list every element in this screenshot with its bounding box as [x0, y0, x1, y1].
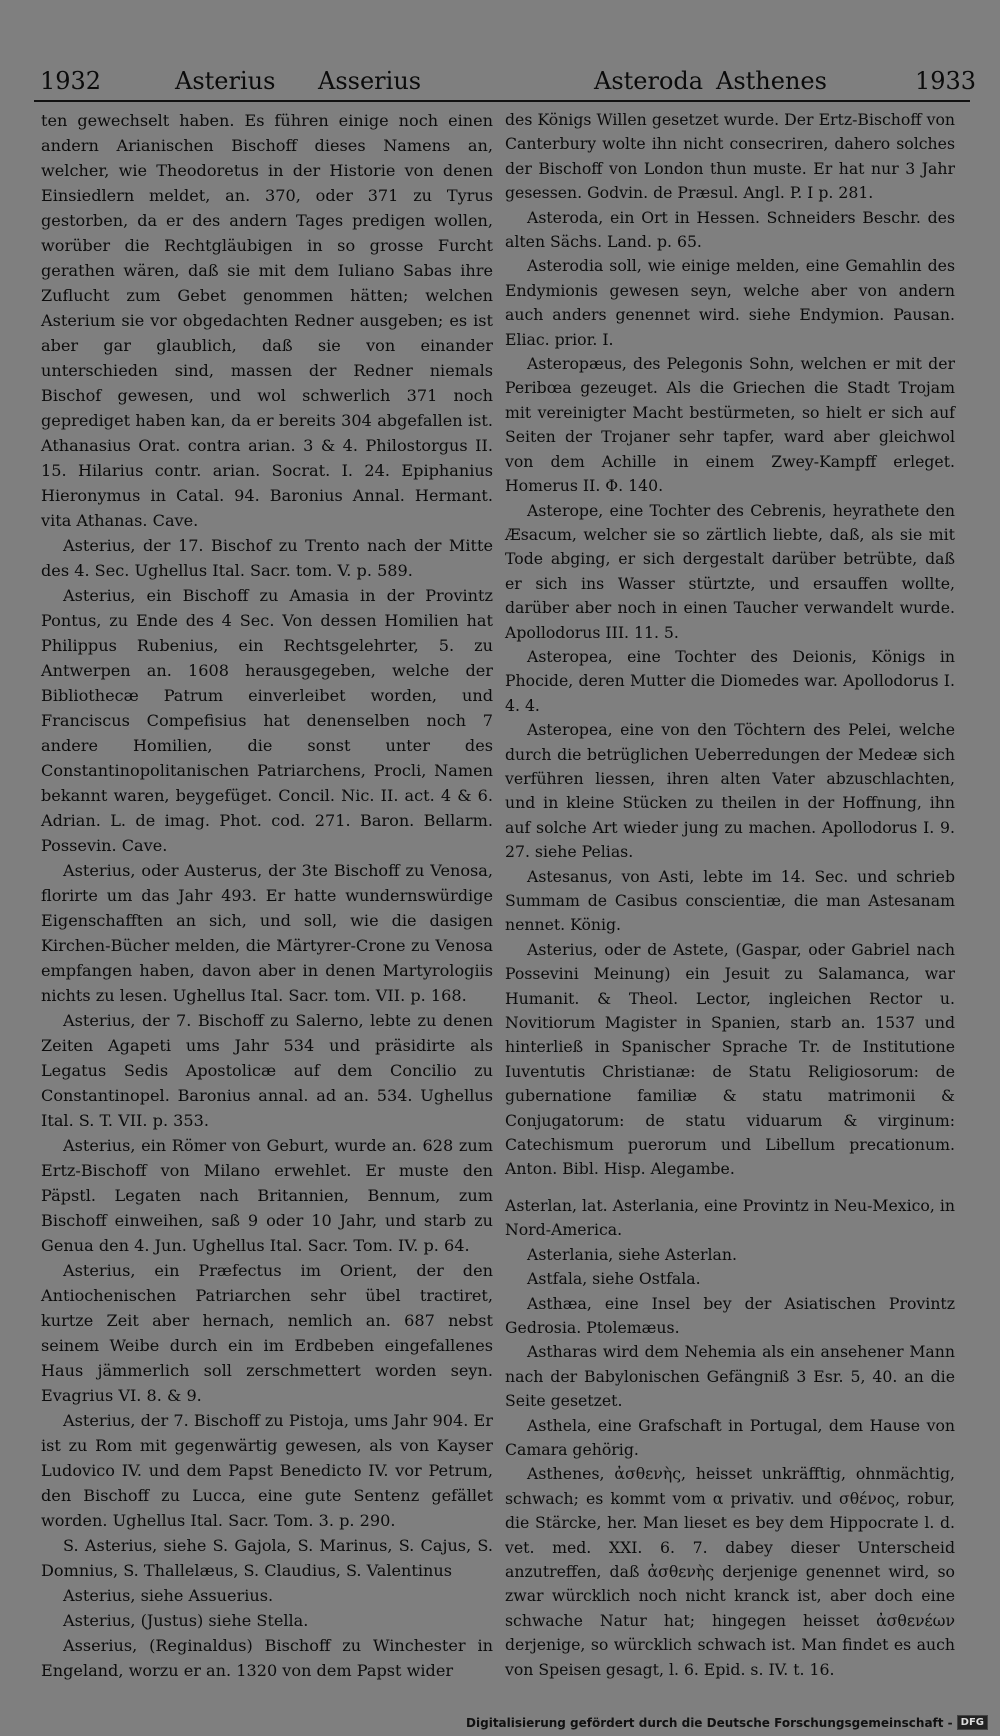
dictionary-entry: Asterius, ein Præfectus im Orient, der den Antiochenischen Patriarchen sehr übel tractiret, kurtze Zeit aber hernach, nemlich an. 687 nebst seinem Weibe durch ein im Erdbeben eingefallenes Haus jämmerlich soll zerschmettert worden seyn. Evagrius VI. 8. & 9.	[41, 1261, 493, 1405]
dictionary-entry: Asterlania, siehe Asterlan.	[527, 1244, 737, 1264]
dictionary-entry: Asthæa, eine Insel bey der Asiatischen Provintz Gedrosia. Ptolemæus.	[505, 1293, 955, 1337]
dictionary-entry: Astesanus, von Asti, lebte im 14. Sec. und schrieb Summam de Casibus conscientiæ, die man Astesanam nennet. König.	[505, 866, 955, 935]
left-column	[41, 108, 493, 1683]
dictionary-entry: Asserius, (Reginaldus) Bischoff zu Winchester in Engeland, worzu er an. 1320 von dem Papst wider	[41, 1636, 493, 1680]
dictionary-entry: Asthenes, ἀσθενὴς, heisset unkräfftig, ohnmächtig, schwach; es kommt vom α privativ. und σθένος, robur, die Stärcke, her. Man lieset es bey dem Hippocrate l. d. vet. med. XXI. 6. 7. dabey dieser Unterscheid anzutreffen, daß ἀσθενὴς derjenige genennet wird, so zwar würcklich noch nicht kranck ist, aber doch eine schwache Natur hat; hingegen heisset ἀσθενέων derjenige, so würcklich schwach ist. Man findet es auch von Speisen gesagt, l. 6. Epid. s. IV. t. 16.	[505, 1464, 955, 1679]
dictionary-entry: Asteroda, ein Ort in Hessen. Schneiders Beschr. des alten Sächs. Land. p. 65.	[505, 207, 955, 252]
dictionary-entry: Asterope, eine Tochter des Cebrenis, heyrathete den Æsacum, welcher sie so zärtlich liebte, daß, als sie mit Tode abging, er sich dergestalt darüber betrübte, daß er sich ins Wasser stürtzte, und ersauffen wollte, darüber aber noch in einen Taucher verwandelt wurde. Apollodorus III. 11. 5.	[505, 500, 955, 642]
dictionary-entry: Asterius, der 7. Bischoff zu Pistoja, ums Jahr 904. Er ist zu Rom mit gegenwärtig gewesen, als von Kayser Ludovico IV. und dem Papst Benedicto IV. vor Petrum, den Bischoff zu Lucca, eine gute Sentenz gefället worden. Ughellus Ital. Sacr. Tom. 3. p. 290.	[41, 1411, 493, 1530]
dfg-logo: DFG	[957, 1715, 988, 1730]
section-gap	[505, 1182, 955, 1194]
dictionary-entry: Asterius, oder de Astete, (Gaspar, oder Gabriel nach Possevini Meinung) ein Jesuit zu Salamanca, war Humanit. & Theol. Lector, ingleichen Rector u. Novitiorum Magister in Spanien, starb an. 1537 und hinterließ in Spanischer Sprache Tr. de Institutione Iuventutis Christianæ: de Statu Religiosorum: de gubernatione familiæ & statu matrimonii & Conjugatorum: de statu viduarum & virginum: Catechismum puerorum und Libellum precationum. Anton. Bibl. Hisp. Alegambe.	[505, 939, 955, 1179]
dictionary-entry: Astharas wird dem Nehemia als ein ansehener Mann nach der Babylonischen Gefängniß 3 Esr. 5, 40. an die Seite gesetzet.	[505, 1342, 955, 1411]
footer-credit: Digitalisierung gefördert durch die Deutsche Forschungsgemeinschaft -	[466, 1715, 953, 1730]
footer	[466, 1715, 988, 1730]
dictionary-entry: Asterius, siehe Assuerius.	[63, 1586, 274, 1605]
dictionary-entry: Asterius, der 7. Bischoff zu Salerno, lebte zu denen Zeiten Agapeti ums Jahr 534 und präsidirte als Legatus Sedis Apostolicæ auf dem Concilio zu Constantinopel. Baronius annal. ad an. 534. Ughellus Ital. S. T. VII. p. 353.	[41, 1011, 493, 1130]
dictionary-entry: Asthela, eine Grafschaft in Portugal, dem Hause von Camara gehörig.	[505, 1415, 955, 1459]
running-head-4: Asthenes	[716, 67, 827, 95]
dictionary-entry: Asterius, oder Austerus, der 3te Bischoff zu Venosa, florirte um das Jahr 493. Er hatte wundernswürdige Eigenschafften an sich, und soll, wie die dasigen Kirchen-Bücher melden, die Märtyrer-Crone zu Venosa empfangen haben, davon aber in denen Martyrologiis nichts zu lesen. Ughellus Ital. Sacr. tom. VII. p. 168.	[41, 861, 493, 1005]
dictionary-entry: Asterlan, lat. Asterlania, eine Provintz in Neu-Mexico, in Nord-America.	[505, 1195, 955, 1240]
dictionary-entry: ten gewechselt haben. Es führen einige noch einen andern Arianischen Bischoff dieses Namens an, welcher, wie Theodoretus in der Historie von denen Einsiedlern meldet, an. 370, oder 371 zu Tyrus gestorben, da er des andern Tages predigen wollen, worüber die Rechtgläubigen in so grosse Furcht gerathen wären, daß sie mit dem Iuliano Sabas ihre Zuflucht zum Gebet genommen hätten; welchen Asterium sie vor obgedachten Redner ausgeben; es ist aber gar glaublich, daß sie von einander unterschieden sind, massen der Redner niemals Bischof gewesen, und wol schwerlich 371 noch geprediget haben kan, da er bereits 304 abgefallen ist. Athanasius Orat. contra arian. 3 & 4. Philostorgus II. 15. Hilarius contr. arian. Socrat. I. 24. Epiphanius Hieronymus in Catal. 94. Baronius Annal. Hermant. vita Athanas. Cave.	[41, 111, 493, 530]
dictionary-entry: Asteropæus, des Pelegonis Sohn, welchen er mit der Peribœa gezeuget. Als die Griechen die Stadt Trojam mit vereinigter Macht bestürmeten, so hielt er sich auf Seiten der Trojaner sehr tapfer, ward aber gleichwol von dem Achille in einem Zwey-Kampff erleget. Homerus II. Φ. 140.	[505, 354, 955, 496]
running-head-1: Asterius	[175, 67, 276, 95]
page-number-right: 1933	[915, 67, 977, 95]
dictionary-entry: Asterius, (Justus) siehe Stella.	[63, 1611, 309, 1630]
dictionary-entry: Asterodia soll, wie einige melden, eine Gemahlin des Endymionis gewesen seyn, welche aber von andern auch anders genennet wird. siehe Endymion. Pausan. Eliac. prior. I.	[505, 256, 955, 349]
dictionary-entry: Asteropea, eine von den Töchtern des Pelei, welche durch die betrüglichen Ueberredungen der Medeæ sich verführen liessen, ihren alten Vater abzuschlachten, und in kleine Stücken zu theilen in der Hoffnung, ihn auf solche Art wieder jung zu machen. Apollodorus I. 9. 27. siehe Pelias.	[505, 720, 955, 862]
page-number-left: 1932	[40, 67, 102, 95]
right-column	[505, 108, 955, 1682]
dictionary-entry: Asterius, ein Römer von Geburt, wurde an. 628 zum Ertz-Bischoff von Milano erwehlet. Er muste den Päpstl. Legaten nach Britannien, Bennum, zum Bischoff einweihen, saß 9 oder 10 Jahr, und starb zu Genua den 4. Jun. Ughellus Ital. Sacr. Tom. IV. p. 64.	[41, 1136, 493, 1255]
dictionary-entry: Asteropea, eine Tochter des Deionis, Königs in Phocide, deren Mutter die Diomedes war. Apollodorus I. 4. 4.	[505, 646, 955, 715]
running-head-3: Asteroda	[594, 67, 704, 95]
header-rule	[34, 100, 970, 102]
dictionary-entry: S. Asterius, siehe S. Gajola, S. Marinus, S. Cajus, S. Domnius, S. Thallelæus, S. Claudius, S. Valentinus	[41, 1536, 493, 1580]
dictionary-entry: Asterius, der 17. Bischof zu Trento nach der Mitte des 4. Sec. Ughellus Ital. Sacr. tom. V. p. 589.	[41, 536, 493, 580]
dictionary-entry: des Königs Willen gesetzet wurde. Der Ertz-Bischoff von Canterbury wolte ihn nicht consecriren, dahero solches der Bischoff von London thun muste. Er hat nur 3 Jahr gesessen. Godvin. de Præsul. Angl. P. I p. 281.	[505, 110, 955, 203]
dictionary-entry: Astfala, siehe Ostfala.	[527, 1269, 701, 1289]
dictionary-entry: Asterius, ein Bischoff zu Amasia in der Provintz Pontus, zu Ende des 4 Sec. Von dessen Homilien hat Philippus Rubenius, ein Rechtsgelehrter, 5. zu Antwerpen an. 1608 herausgegeben, welche der Bibliothecæ Patrum einverleibet worden, und Franciscus Compefisius hat denenselben noch 7 andere Homilien, die sonst unter des Constantinopolitanischen Patriarchens, Procli, Namen bekannt waren, beygefüget. Concil. Nic. II. act. 4 & 6. Adrian. L. de imag. Phot. cod. 271. Baron. Bellarm. Possevin. Cave.	[41, 586, 493, 855]
running-head-2: Asserius	[318, 67, 422, 95]
